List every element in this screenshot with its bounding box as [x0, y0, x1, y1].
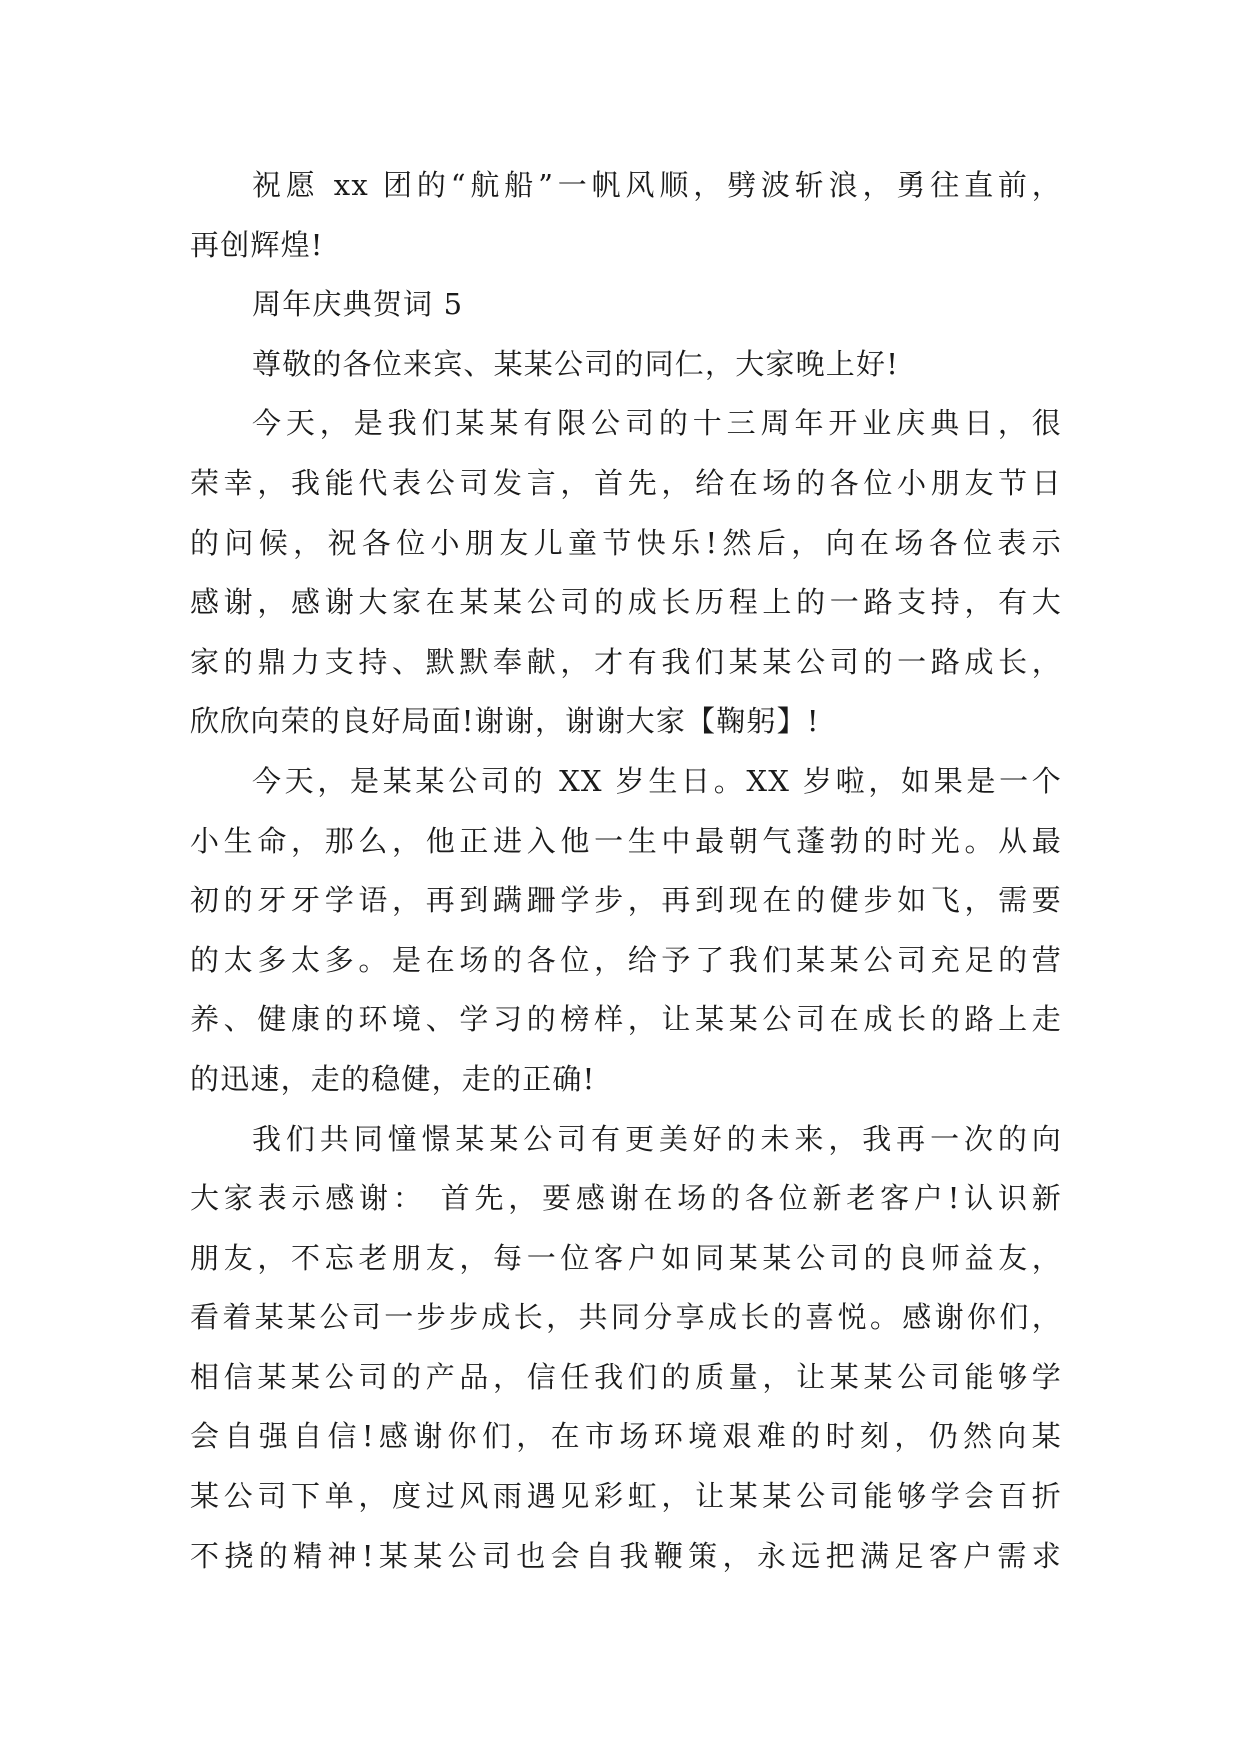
text-line: 的迅速，走的稳健，走的正确!	[190, 1061, 596, 1096]
text-line: 养、健康的环境、学习的榜样，让某某公司在成长的路上走	[190, 1002, 1062, 1037]
text-line: 我们共同憧憬某某公司有更美好的未来，我再一次的向	[252, 1121, 1062, 1156]
text-line: 相信某某公司的产品，信任我们的质量，让某某公司能够学	[190, 1359, 1062, 1394]
text-line: 欣欣向荣的良好局面!谢谢，谢谢大家【鞠躬】!	[190, 704, 820, 739]
text-line: 大家表示感谢： 首先，要感谢在场的各位新老客户!认识新	[190, 1181, 1062, 1216]
text-line: 朋友，不忘老朋友，每一位客户如同某某公司的良师益友，	[190, 1240, 1062, 1275]
document-body	[190, 156, 1062, 1586]
text-line: 祝愿 xx 团的“航船”一帆风顺，劈波斩浪，勇往直前，	[252, 168, 1062, 202]
text-line: 看着某某公司一步步成长，共同分享成长的喜悦。感谢你们，	[190, 1300, 1062, 1335]
text-line: 今天，是某某公司的 XX 岁生日。XX 岁啦，如果是一个	[252, 763, 1062, 798]
text-line: 的太多太多。是在场的各位，给予了我们某某公司充足的营	[190, 942, 1062, 977]
text-line: 感谢，感谢大家在某某公司的成长历程上的一路支持，有大	[190, 585, 1062, 620]
text-line: 周年庆典贺词 5	[252, 287, 464, 322]
text-line: 会自强自信!感谢你们，在市场环境艰难的时刻，仍然向某	[190, 1419, 1062, 1454]
text-line: 不挠的精神!某某公司也会自我鞭策，永远把满足客户需求	[190, 1538, 1062, 1573]
text-line: 尊敬的各位来宾、某某公司的同仁，大家晚上好!	[252, 346, 900, 381]
text-line: 小生命，那么，他正进入他一生中最朝气蓬勃的时光。从最	[190, 823, 1062, 858]
text-line: 某公司下单，度过风雨遇见彩虹，让某某公司能够学会百折	[190, 1479, 1062, 1514]
text-line: 家的鼎力支持、默默奉献，才有我们某某公司的一路成长，	[190, 644, 1062, 679]
text-line: 的问候，祝各位小朋友儿童节快乐!然后，向在场各位表示	[190, 525, 1062, 560]
text-line: 荣幸，我能代表公司发言，首先，给在场的各位小朋友节日	[190, 465, 1062, 500]
text-line: 再创辉煌!	[190, 227, 324, 262]
text-line: 今天，是我们某某有限公司的十三周年开业庆典日，很	[252, 406, 1062, 441]
text-line: 初的牙牙学语，再到蹒跚学步，再到现在的健步如飞，需要	[190, 883, 1062, 918]
